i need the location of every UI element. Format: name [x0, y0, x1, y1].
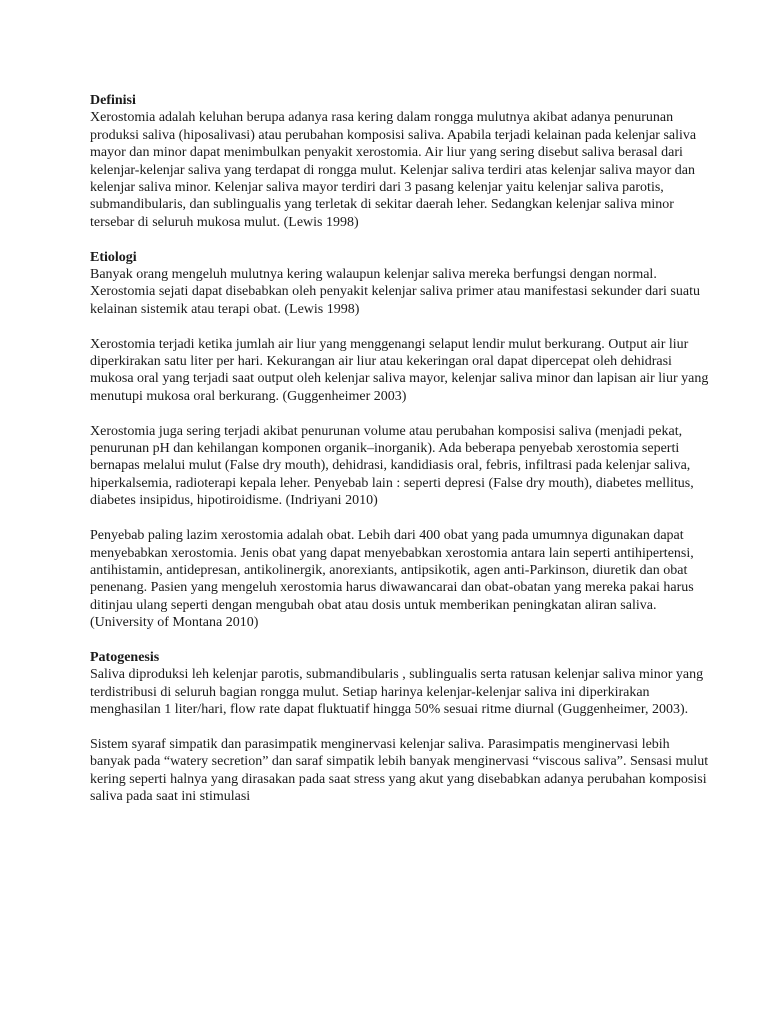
section-etiologi: [90, 249, 712, 632]
section-heading: Patogenesis: [90, 649, 160, 665]
paragraph-gap: [90, 231, 712, 248]
paragraph: Xerostomia terjadi ketika jumlah air liur yang menggenangi selaput lendir mulut berkurang. Output air liur diperkirakan satu liter per hari. Kekurangan air liur atau kekeringan oral dapat dipercepat oleh dehidrasi mukosa oral yang terjadi saat output oleh kelenjar saliva mayor, kelenjar saliva minor dan lapisan air liur yang menutupi mukosa oral berkurang. (Guggenheimer 2003): [90, 336, 709, 404]
section-definisi: [90, 92, 712, 231]
paragraph: Xerostomia juga sering terjadi akibat penurunan volume atau perubahan komposisi saliva (menjadi pekat, penurunan pH dan kehilangan komponen organik–inorganik). Ada beberapa penyebab xerostomia seperti bernapas melalui mulut (False dry mouth), dehidrasi, kandidiasis oral, febris, infiltrasi pada kelenjar saliva, hiperkalsemia, radioterapi kepala leher. Penyebab lain : seperti depresi (False dry mouth), diabetes mellitus, diabetes insipidus, hipotiroidisme. (Indriyani 2010): [90, 423, 694, 509]
paragraph-gap: [90, 318, 712, 335]
paragraph-gap: [90, 510, 712, 527]
section-heading: Etiologi: [90, 249, 137, 265]
paragraph-gap: [90, 405, 712, 422]
paragraph-gap: [90, 632, 712, 649]
section-patogenesis: [90, 649, 712, 806]
document-page: [90, 92, 712, 806]
paragraph: Banyak orang mengeluh mulutnya kering walaupun kelenjar saliva mereka berfungsi dengan normal. Xerostomia sejati dapat disebabkan oleh penyakit kelenjar saliva primer atau manifestasi sekunder dari suatu kelainan sistemik atau terapi obat. (Lewis 1998): [90, 267, 700, 317]
paragraph: Penyebab paling lazim xerostomia adalah obat. Lebih dari 400 obat yang pada umumnya digunakan dapat menyebabkan xerostomia. Jenis obat yang dapat menyebabkan xerostomia antara lain seperti antihipertensi, antihistamin, antidepresan, antikolinergik, anorexiants, antipsikotik, agen anti-Parkinson, diuretik dan obat penenang. Pasien yang mengeluh xerostomia harus diwawancarai dan obat-obatan yang mereka pakai harus ditinjau ulang seperti dengan mengubah obat atau dosis untuk memberikan peningkatan aliran saliva. (University of Montana 2010): [90, 528, 694, 631]
paragraph: Saliva diproduksi leh kelenjar parotis, submandibularis , sublingualis serta ratusan kelenjar saliva minor yang terdistribusi di seluruh bagian rongga mulut. Setiap harinya kelenjar-kelenjar saliva ini diperkirakan menghasilan 1 liter/hari, flow rate dapat fluktuatif hingga 50% sesuai ritme diurnal (Guggenheimer, 2003).: [90, 667, 704, 718]
paragraph: Xerostomia adalah keluhan berupa adanya rasa kering dalam rongga mulutnya akibat adanya penurunan produksi saliva (hiposalivasi) atau perubahan komposisi saliva. Apabila terjadi kelainan pada kelenjar saliva mayor dan minor dapat menimbulkan penyakit xerostomia. Air liur yang sering disebut saliva berasal dari kelenjar-kelenjar saliva yang terdapat di rongga mulut. Kelenjar saliva terdiri atas kelenjar saliva mayor dan kelenjar saliva minor. Kelenjar saliva mayor terdiri dari 3 pasang kelenjar yaitu kelenjar saliva parotis, submandibularis, dan sublingualis yang terletak di sekitar daerah leher. Sedangkan kelenjar saliva minor tersebar di seluruh mukosa mulut. (Lewis 1998): [90, 110, 697, 230]
paragraph-gap: [90, 719, 712, 736]
section-heading: Definisi: [90, 93, 136, 108]
paragraph: Sistem syaraf simpatik dan parasimpatik menginervasi kelenjar saliva. Parasimpatis menginervasi lebih banyak pada “watery secretion” dan saraf simpatik lebih banyak menginervasi “viscous saliva”. Sensasi mulut kering seperti halnya yang dirasakan pada saat stress yang akut yang disebabkan adanya perubahan komposisi saliva pada saat ini stimulasi: [90, 736, 709, 805]
